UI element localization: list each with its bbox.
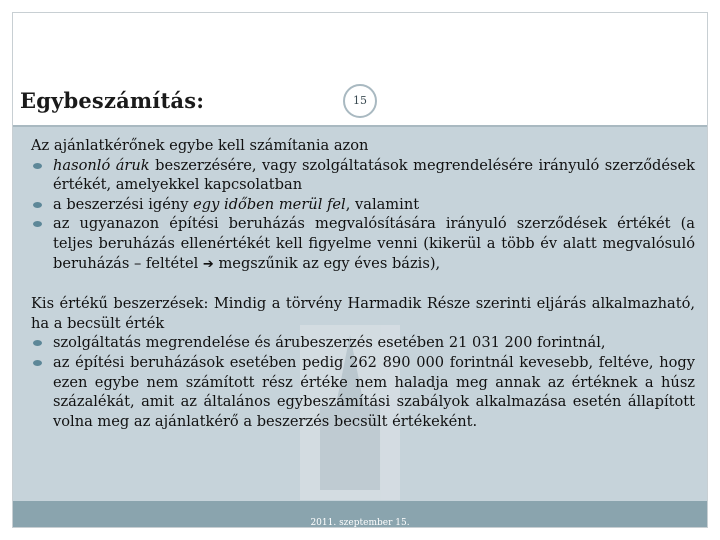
bullet-text: szolgáltatás megrendelése és árubeszerzés esetében 21 031 200 forintnál, <box>53 334 606 352</box>
section1-intro: Az ajánlatkérőnek egybe kell számítania azon <box>31 137 369 154</box>
bullet-italic-text: egy időben merül fel <box>193 195 346 213</box>
slide-title: Egybeszámítás: <box>20 88 205 113</box>
bullet-italic-text: hasonló áruk <box>53 156 150 174</box>
section2-intro: Kis értékű beszerzések: Mindig a törvény Harmadik Része szerinti eljárás alkalmazható, ha a becsült érték <box>31 295 695 332</box>
footer-date: 2011. szeptember 15. <box>310 518 410 528</box>
bullet-prefix: a beszerzési igény <box>53 195 194 213</box>
page-number-badge: 15 <box>343 84 377 118</box>
bullet-suffix: megszűnik az egy éves bázis), <box>213 254 441 272</box>
arrow-right-icon: ➔ <box>202 256 214 272</box>
bullet-suffix: , valamint <box>345 195 420 213</box>
bullet-text: az építési beruházások esetében pedig 262 890 000 forintnál kevesebb, feltéve, hogy ezen egybe nem számított rész értéke nem haladja meg annak az értéknek a húsz százalékát, amit az általános egybeszámítási szabályok alkalmazása esetén állapított volna meg az ajánlatkérő a beszerzés becsült értékeként. <box>53 353 695 430</box>
bullet-prefix: az ugyanazon építési beruházás megvalósítására irányuló szerződések értékét (a teljes beruházás ellenértékét kell figyelme venni (kikerül a több év alatt megvalósuló beruházás – feltétel <box>53 215 695 272</box>
bullet-text: beszerzésére, vagy szolgáltatások megrendelésére irányuló szerződések értékét, amelyekkel kapcsolatban <box>53 156 695 194</box>
slide-frame <box>12 12 708 528</box>
